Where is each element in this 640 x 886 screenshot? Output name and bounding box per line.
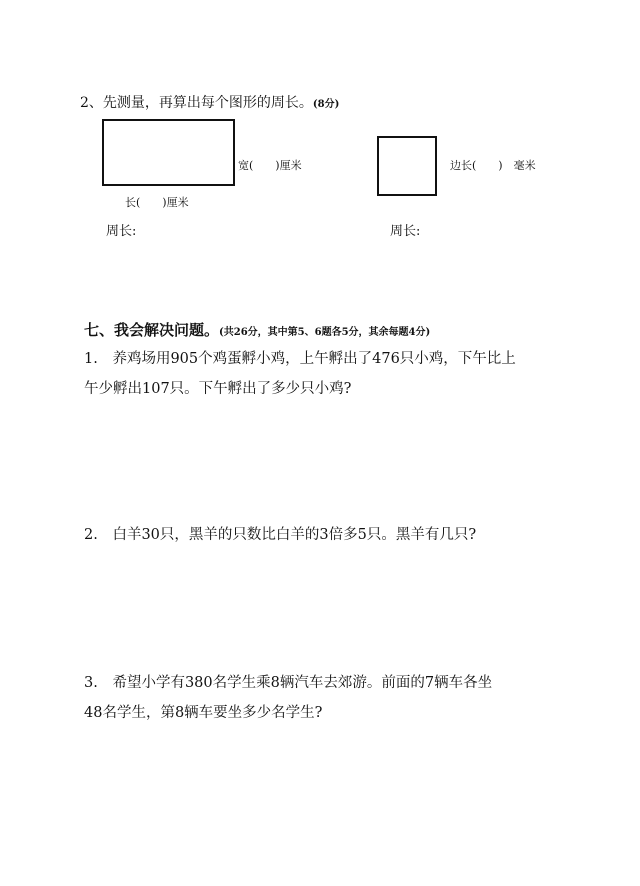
rectangle-figure xyxy=(102,119,235,186)
question-2-title xyxy=(80,92,339,112)
problem-3-line-1: 希望小学有380名学生乘8辆汽车去郊游。前面的7辆车各坐 xyxy=(112,675,493,691)
problem-1-line-1: 养鸡场用905个鸡蛋孵小鸡，上午孵出了476只小鸡，下午比上 xyxy=(112,351,516,367)
problem-1-number: 1. xyxy=(84,351,98,367)
problem-2-line-1: 白羊30只，黑羊的只数比白羊的3倍多5只。黑羊有几只? xyxy=(112,527,477,543)
perimeter-right-label: 周长: xyxy=(390,224,421,239)
rectangle-width-label: 宽( )厘米 xyxy=(238,159,302,172)
perimeter-left-label: 周长: xyxy=(106,224,137,239)
square-figure xyxy=(377,136,437,196)
question-2-text: 2、先测量，再算出每个图形的周长。 xyxy=(80,95,313,111)
problem-3-line-2: 48名学生，第8辆车要坐多少名学生? xyxy=(84,705,323,721)
square-side-label: 边长( ) 毫米 xyxy=(450,159,536,172)
problem-3-number: 3. xyxy=(84,675,98,691)
problem-1 xyxy=(84,344,516,374)
rectangle-length-label: 长( )厘米 xyxy=(125,196,189,209)
problem-1-line-2: 午少孵出107只。下午孵出了多少只小鸡? xyxy=(84,381,352,397)
problem-3 xyxy=(84,668,492,698)
question-2-points: (8分) xyxy=(312,99,340,110)
section-7-heading: 七、我会解决问题。 xyxy=(84,321,220,339)
problem-2-number: 2. xyxy=(84,527,98,543)
problem-2 xyxy=(84,520,476,550)
section-7-header xyxy=(84,319,430,340)
section-7-note: (共26分，其中第5、6题各5分，其余每题4分) xyxy=(219,327,431,338)
